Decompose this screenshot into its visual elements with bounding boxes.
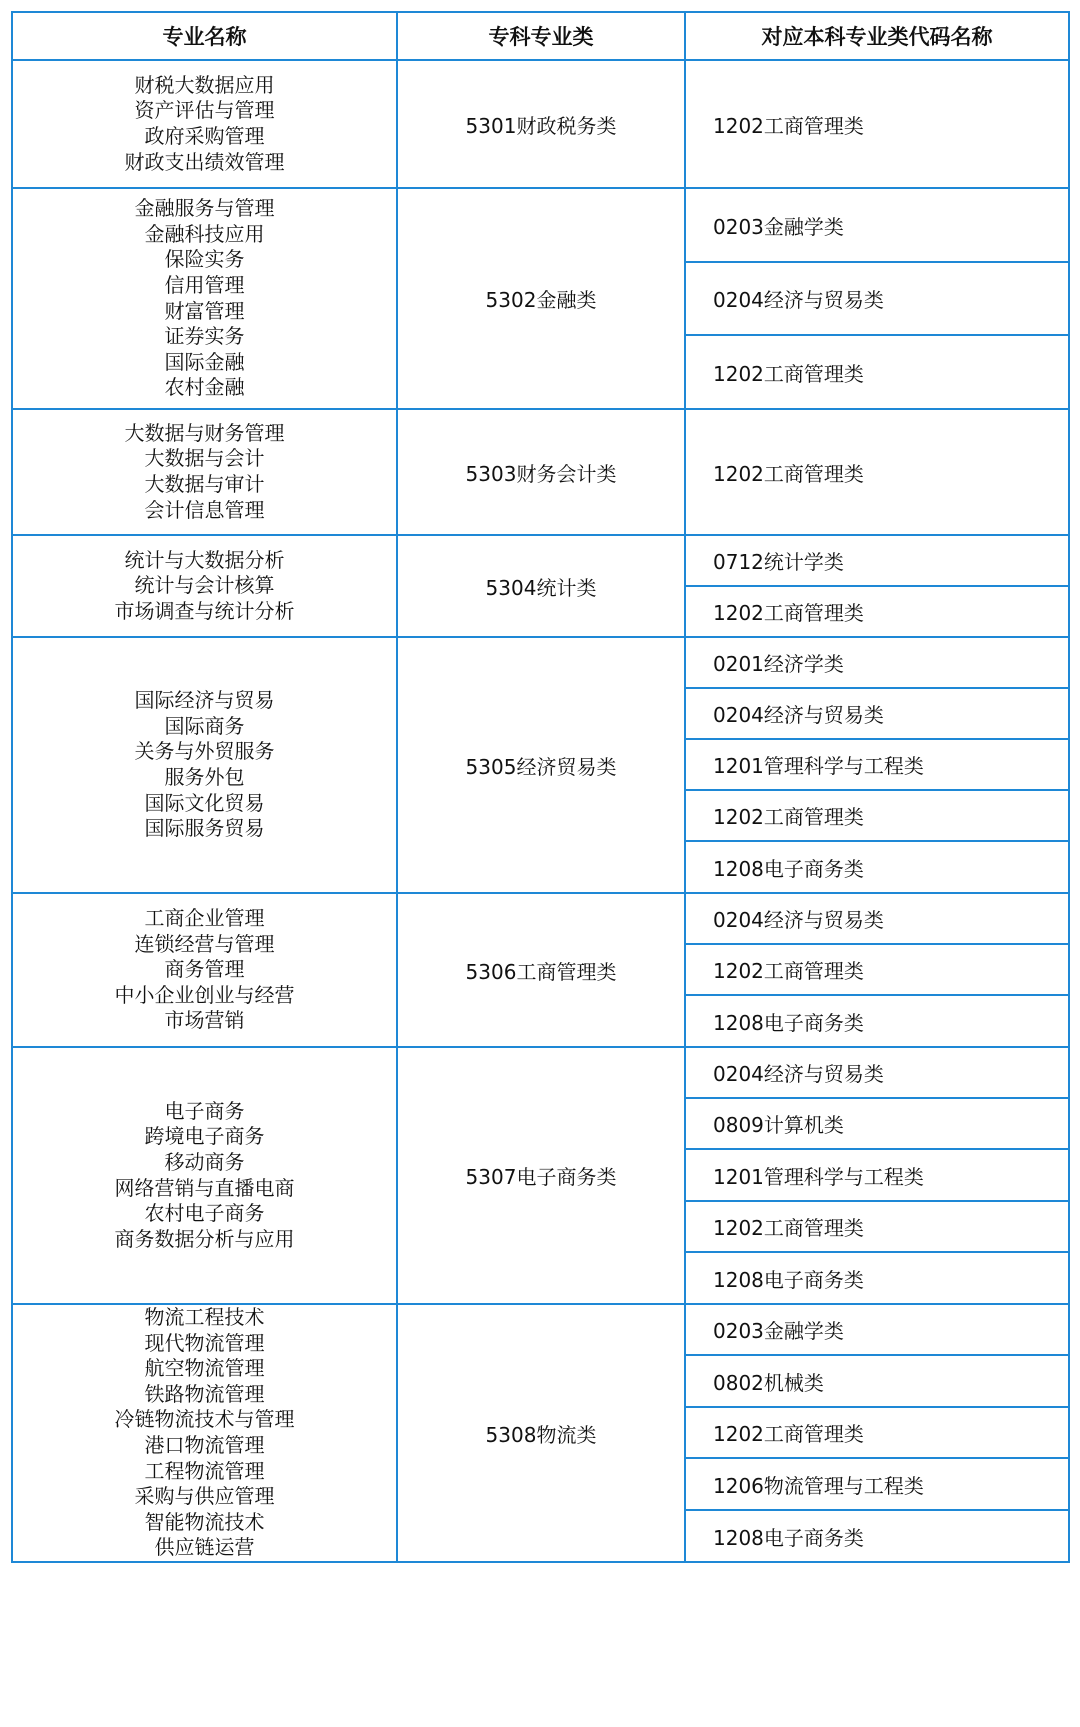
major-name: 财富管理: [164, 298, 245, 323]
major-name: 电子商务: [164, 1098, 245, 1123]
major-name: 国际服务贸易: [144, 816, 265, 841]
major-name: 现代物流管理: [144, 1330, 265, 1355]
undergrad-category-cell: 0204经济与贸易类: [685, 262, 1069, 335]
major-mapping-table: [11, 11, 1070, 1563]
major-name: 大数据与审计: [144, 472, 265, 496]
major-name: 商务管理: [164, 957, 245, 982]
major-names-cell: [12, 1304, 397, 1562]
header-vocational-category: 专科专业类: [397, 12, 685, 60]
undergrad-category-cell: 0201经济学类: [685, 637, 1069, 688]
major-name: 工商企业管理: [144, 906, 265, 931]
vocational-category-cell: 5306工商管理类: [397, 893, 685, 1047]
major-name: 智能物流技术: [144, 1509, 265, 1534]
header-major-name: 专业名称: [12, 12, 397, 60]
major-name: 国际文化贸易: [144, 790, 265, 815]
major-name: 铁路物流管理: [144, 1381, 265, 1406]
major-name: 工程物流管理: [144, 1458, 265, 1483]
vocational-category-cell: 5308物流类: [397, 1304, 685, 1562]
major-name: 金融科技应用: [144, 221, 265, 246]
undergrad-category-cell: 0204经济与贸易类: [685, 893, 1069, 944]
undergrad-category-cell: 0809计算机类: [685, 1098, 1069, 1149]
undergrad-category-cell: 0712统计学类: [685, 535, 1069, 586]
undergrad-category-cell: 0204经济与贸易类: [685, 688, 1069, 739]
undergrad-category-cell: 0802机械类: [685, 1355, 1069, 1407]
major-name: 冷链物流技术与管理: [114, 1407, 295, 1432]
major-name: 农村金融: [164, 375, 245, 400]
undergrad-category-cell: 0204经济与贸易类: [685, 1047, 1069, 1098]
undergrad-category-cell: 1202工商管理类: [685, 60, 1069, 188]
table-body: [12, 60, 1069, 1562]
major-names-cell: [12, 535, 397, 637]
major-name: 财税大数据应用: [134, 72, 275, 97]
vocational-category-cell: 5301财政税务类: [397, 60, 685, 188]
undergrad-category-cell: 0203金融学类: [685, 1304, 1069, 1355]
undergrad-category-cell: 1202工商管理类: [685, 1201, 1069, 1252]
major-name: 统计与会计核算: [134, 573, 275, 598]
table-row: [12, 893, 1069, 944]
undergrad-category-cell: 1208电子商务类: [685, 1510, 1069, 1562]
undergrad-category-cell: 1201管理科学与工程类: [685, 739, 1069, 790]
vocational-category-cell: 5304统计类: [397, 535, 685, 637]
undergrad-category-cell: 1208电子商务类: [685, 1252, 1069, 1304]
major-name: 航空物流管理: [144, 1356, 265, 1381]
major-name: 连锁经营与管理: [134, 931, 275, 956]
major-name: 网络营销与直播电商: [114, 1175, 295, 1200]
table-row: [12, 637, 1069, 688]
major-name: 国际经济与贸易: [134, 688, 275, 713]
major-names-cell: [12, 60, 397, 188]
major-name: 国际金融: [164, 349, 245, 374]
major-name: 服务外包: [164, 765, 245, 789]
major-name: 农村电子商务: [144, 1201, 265, 1226]
undergrad-category-cell: 1202工商管理类: [685, 1407, 1069, 1458]
major-name: 市场调查与统计分析: [114, 598, 295, 623]
undergrad-category-cell: 0203金融学类: [685, 188, 1069, 262]
major-names-cell: [12, 409, 397, 535]
undergrad-category-cell: 1202工商管理类: [685, 586, 1069, 637]
table-row: [12, 409, 1069, 535]
undergrad-category-cell: 1206物流管理与工程类: [685, 1458, 1069, 1510]
major-name: 证券实务: [164, 324, 245, 349]
major-name: 商务数据分析与应用: [114, 1226, 295, 1251]
major-name: 供应链运营: [154, 1535, 255, 1560]
major-name: 资产评估与管理: [134, 98, 275, 123]
major-name: 大数据与财务管理: [124, 420, 285, 445]
vocational-category-cell: 5307电子商务类: [397, 1047, 685, 1304]
major-name: 港口物流管理: [144, 1433, 265, 1457]
major-name: 大数据与会计: [144, 446, 265, 471]
major-name: 会计信息管理: [144, 497, 265, 522]
undergrad-category-cell: 1208电子商务类: [685, 995, 1069, 1047]
header-row: [12, 12, 1069, 60]
header-undergrad-category: 对应本科专业类代码名称: [685, 12, 1069, 60]
undergrad-category-cell: 1202工商管理类: [685, 790, 1069, 841]
major-name: 采购与供应管理: [134, 1484, 275, 1509]
undergrad-category-cell: 1202工商管理类: [685, 335, 1069, 409]
table-row: [12, 188, 1069, 262]
major-name: 物流工程技术: [144, 1305, 265, 1330]
table-row: [12, 1047, 1069, 1098]
major-name: 财政支出绩效管理: [124, 149, 285, 174]
vocational-category-cell: 5303财务会计类: [397, 409, 685, 535]
major-name: 统计与大数据分析: [124, 547, 285, 572]
major-name: 金融服务与管理: [134, 196, 275, 221]
undergrad-category-cell: 1202工商管理类: [685, 409, 1069, 535]
major-name: 国际商务: [164, 713, 245, 738]
major-name: 信用管理: [164, 272, 245, 297]
table-row: [12, 535, 1069, 586]
undergrad-category-cell: 1201管理科学与工程类: [685, 1149, 1069, 1201]
major-name: 关务与外贸服务: [134, 739, 275, 764]
major-names-cell: [12, 1047, 397, 1304]
major-name: 市场营销: [164, 1008, 245, 1033]
major-name: 移动商务: [164, 1149, 245, 1174]
undergrad-category-cell: 1208电子商务类: [685, 841, 1069, 893]
major-name: 跨境电子商务: [144, 1124, 265, 1149]
major-names-cell: [12, 893, 397, 1047]
undergrad-category-cell: 1202工商管理类: [685, 944, 1069, 995]
table-row: [12, 60, 1069, 188]
vocational-category-cell: 5302金融类: [397, 188, 685, 409]
major-name: 中小企业创业与经营: [114, 982, 295, 1007]
vocational-category-cell: 5305经济贸易类: [397, 637, 685, 893]
major-name: 政府采购管理: [144, 124, 265, 148]
major-names-cell: [12, 188, 397, 409]
major-name: 保险实务: [164, 247, 245, 272]
table-row: [12, 1304, 1069, 1355]
major-names-cell: [12, 637, 397, 893]
